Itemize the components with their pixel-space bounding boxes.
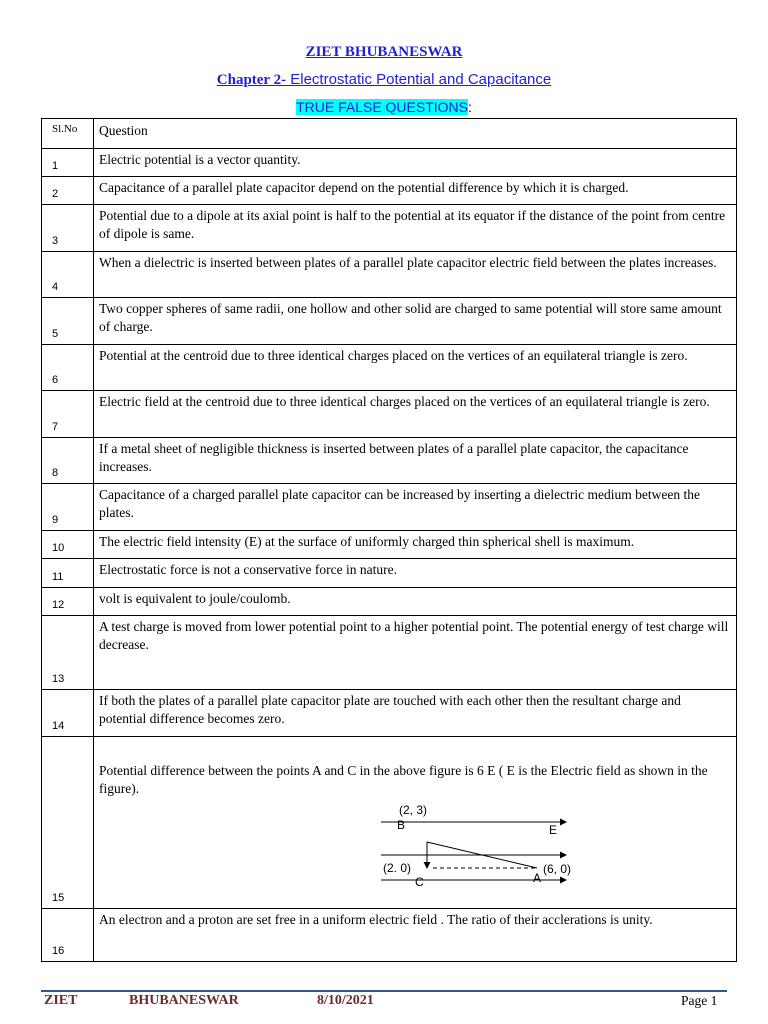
table-row xyxy=(42,438,737,484)
row-number: 16 xyxy=(42,909,94,962)
table-row xyxy=(42,205,737,252)
question-text: Potential due to a dipole at its axial point is half to the potential at its equator if the distance of the point from centre of dipole is same. xyxy=(94,205,737,252)
row-number: 15 xyxy=(42,737,94,909)
question-text: Electric potential is a vector quantity. xyxy=(94,149,737,177)
table-row xyxy=(42,588,737,616)
label-b: B xyxy=(397,818,406,832)
question-text: If both the plates of a parallel plate capacitor plate are touched with each other then the resultant charge and potential difference becomes zero. xyxy=(94,690,737,737)
table-row xyxy=(42,559,737,588)
chapter-title: Electrostatic Potential and Capacitance xyxy=(286,71,552,88)
row-number: 11 xyxy=(42,559,94,588)
footer-org: ZIET xyxy=(44,993,78,1008)
table-row xyxy=(42,531,737,559)
footer-page-number: Page 1 xyxy=(681,993,718,1008)
section-heading xyxy=(0,99,768,115)
table-row xyxy=(42,737,737,909)
chapter-heading xyxy=(0,71,768,89)
table-row xyxy=(42,391,737,438)
table-row xyxy=(42,149,737,177)
footer-city: BHUBANESWAR xyxy=(129,993,239,1008)
field-diagram-svg xyxy=(379,798,619,894)
row-number: 6 xyxy=(42,345,94,391)
table-header-row xyxy=(42,119,737,149)
row-number: 9 xyxy=(42,484,94,531)
table-row xyxy=(42,484,737,531)
question-text: Two copper spheres of same radii, one hollow and other solid are charged to same potential will store same amount of charge. xyxy=(94,298,737,345)
question-text: Potential difference between the points A and C in the above figure is 6 E ( E is the Electric field as shown in the figure). xyxy=(99,763,708,796)
question-text: A test charge is moved from lower potential point to a higher potential point. The potential energy of test charge will decrease. xyxy=(94,616,737,690)
row-number: 5 xyxy=(42,298,94,345)
label-a-coord: (6, 0) xyxy=(543,862,572,876)
label-c-coord: (2. 0) xyxy=(383,861,412,875)
questions-table xyxy=(41,118,737,962)
row-number: 10 xyxy=(42,531,94,559)
page-footer xyxy=(41,990,727,1008)
row-number: 12 xyxy=(42,588,94,616)
question-cell xyxy=(94,737,737,909)
question-text: Potential at the centroid due to three identical charges placed on the vertices of an equilateral triangle is zero. xyxy=(94,345,737,391)
question-text: The electric field intensity (E) at the surface of uniformly charged thin spherical shell is maximum. xyxy=(94,531,737,559)
label-b-coord: (2, 3) xyxy=(399,803,428,817)
spacer xyxy=(99,739,731,762)
chapter-prefix: Chapter 2- xyxy=(216,72,287,88)
label-e: E xyxy=(549,823,558,837)
question-text: volt is equivalent to joule/coulomb. xyxy=(94,588,737,616)
row-number: 1 xyxy=(42,149,94,177)
row-number: 3 xyxy=(42,205,94,252)
table-row xyxy=(42,909,737,962)
section-title: TRUE FALSE QUESTIONS xyxy=(296,99,469,115)
col-header-question: Question xyxy=(94,119,737,149)
label-a: A xyxy=(533,871,542,885)
col-header-no: Sl.No xyxy=(42,119,94,149)
table-row xyxy=(42,298,737,345)
field-diagram xyxy=(99,798,731,894)
table-row xyxy=(42,616,737,690)
row-number: 4 xyxy=(42,252,94,298)
question-text: Capacitance of a charged parallel plate capacitor can be increased by inserting a dielectric medium between the plates. xyxy=(94,484,737,531)
question-text: Electric field at the centroid due to three identical charges placed on the vertices of an equilateral triangle is zero. xyxy=(94,391,737,438)
table-row xyxy=(42,177,737,205)
table-row xyxy=(42,345,737,391)
section-suffix: : xyxy=(468,99,472,115)
footer-date: 8/10/2021 xyxy=(317,993,374,1008)
question-text: An electron and a proton are set free in a uniform electric field . The ratio of their acclerations is unity. xyxy=(94,909,737,962)
question-text: Electrostatic force is not a conservative force in nature. xyxy=(94,559,737,588)
label-c: C xyxy=(415,875,424,889)
document-title: ZIET BHUBANESWAR xyxy=(305,44,463,60)
row-number: 8 xyxy=(42,438,94,484)
question-text: Capacitance of a parallel plate capacitor depend on the potential difference by which it is charged. xyxy=(94,177,737,205)
question-text: If a metal sheet of negligible thickness is inserted between plates of a parallel plate capacitor, the capacitance increases. xyxy=(94,438,737,484)
row-number: 2 xyxy=(42,177,94,205)
table-row xyxy=(42,690,737,737)
row-number: 7 xyxy=(42,391,94,438)
row-number: 13 xyxy=(42,616,94,690)
question-text: When a dielectric is inserted between plates of a parallel plate capacitor electric field between the plates increases. xyxy=(94,252,737,298)
table-row xyxy=(42,252,737,298)
row-number: 14 xyxy=(42,690,94,737)
